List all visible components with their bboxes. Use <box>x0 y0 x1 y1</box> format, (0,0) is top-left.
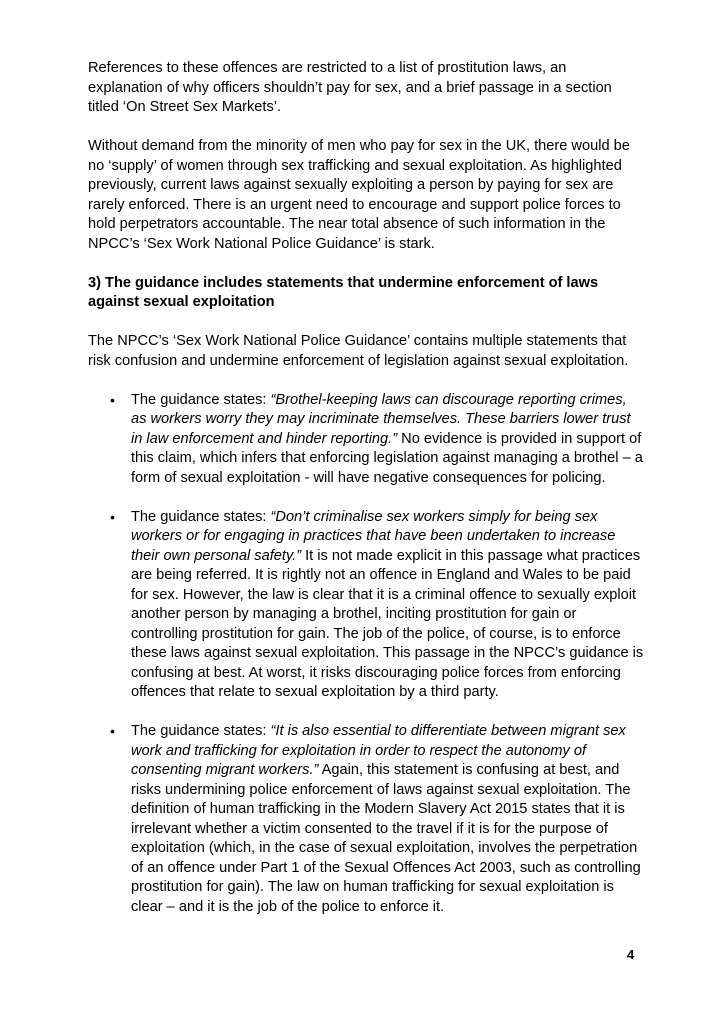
bullet-icon: • <box>110 508 115 525</box>
list-item <box>88 722 644 917</box>
bullet-lead: The guidance states: <box>131 391 271 408</box>
document-page <box>88 59 644 937</box>
guidance-quote: “Don’t criminalise sex workers simply for being sex workers or for engaging in practices that have been undertaken to increase their own personal safety.” <box>131 508 616 564</box>
section-intro-paragraph: The NPCC’s ‘Sex Work National Police Guidance’ contains multiple statements that risk confusion and undermine enforcement of legislation against sexual exploitation. <box>88 333 629 369</box>
bullet-body: No evidence is provided in support of this claim, which infers that enforcing legislation against managing a brothel – a form of sexual exploitation - will have negative consequences for policing. <box>131 430 643 486</box>
intro-paragraph-demand: Without demand from the minority of men who pay for sex in the UK, there would be no ‘supply’ of women through sex trafficking and sexual exploitation. As highlighted previously, current laws against sexually exploiting a person by paying for sex are rarely enforced. There is an urgent need to encourage and support police forces to hold perpetrators accountable. The near total absence of such information in the NPCC’s ‘Sex Work National Police Guidance’ is stark. <box>88 138 630 252</box>
bullet-lead: The guidance states: <box>131 723 271 739</box>
list-item <box>88 391 644 489</box>
section-heading: 3) The guidance includes statements that undermine enforcement of laws against sexual exploitation <box>88 274 599 310</box>
page-number: 4 <box>627 947 635 962</box>
guidance-statements-list <box>88 391 644 918</box>
intro-paragraph-references: References to these offences are restricted to a list of prostitution laws, an explanation of why officers shouldn’t pay for sex, and a brief passage in a section titled ‘On Street Sex Markets’. <box>88 60 612 115</box>
bullet-icon: • <box>110 391 115 408</box>
bullet-body: Again, this statement is confusing at best, and risks undermining police enforcement of laws against sexual exploitation. The definition of human trafficking in the Modern Slavery Act 2015 states that it is irrelevant whether a victim consented to the travel if it is for the purpose of exploitation (which, in the case of sexual exploitation, involves the perpetration of an offence under Part 1 of the Sexual Offences Act 2003, such as controlling prostitution for gain). The law on human trafficking for sexual exploitation is clear – and it is the job of the police to enforce it. <box>131 762 641 915</box>
guidance-quote: “It is also essential to differentiate between migrant sex work and trafficking for exploitation in order to respect the autonomy of consenting migrant workers.” <box>131 723 626 778</box>
bullet-lead: The guidance states: <box>131 508 271 525</box>
bullet-body: It is not made explicit in this passage what practices are being referred. It is rightly not an offence in England and Wales to be paid for sex. However, the law is clear that it is a criminal offence to sexually exploit another person by managing a brothel, inciting prostitution for gain or controlling prostitution for gain. The job of the police, of course, is to enforce these laws against sexual exploitation. This passage in the NPCC’s guidance is confusing at best. At worst, it risks discouraging police forces from enforcing offences that relate to sexual exploitation by a third party. <box>131 547 644 700</box>
bullet-icon: • <box>110 723 115 739</box>
list-item <box>88 508 644 703</box>
guidance-quote: “Brothel-keeping laws can discourage reporting crimes, as workers worry they may incriminate themselves. These barriers lower trust in law enforcement and hinder reporting.” <box>131 391 631 447</box>
